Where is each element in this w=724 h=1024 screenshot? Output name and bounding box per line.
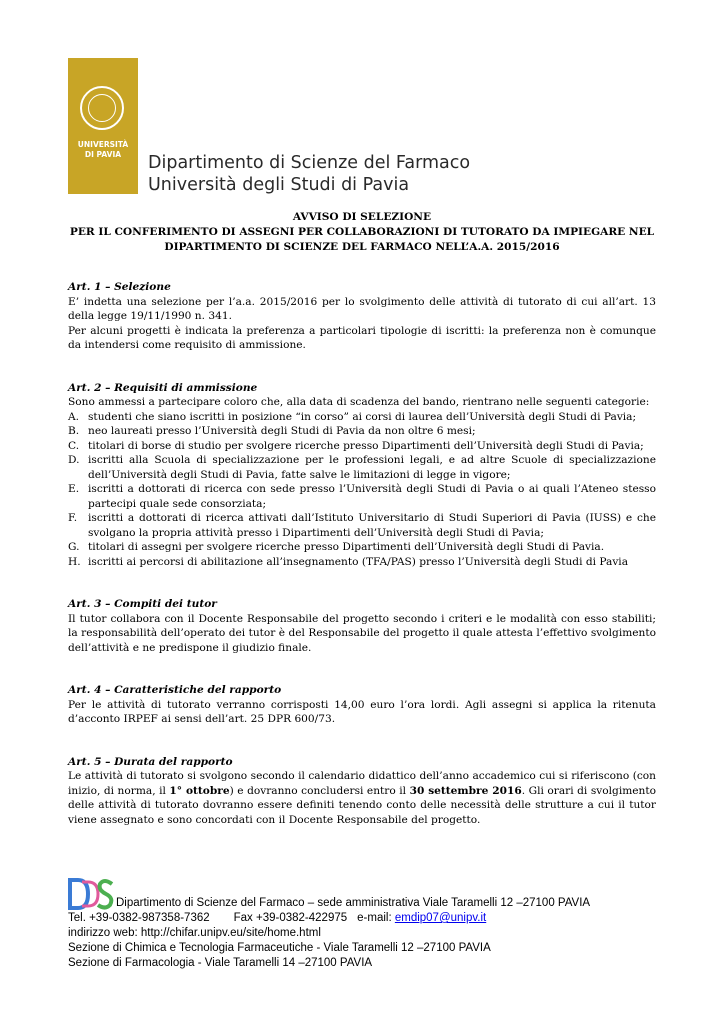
- footer-section-pharmacology: Sezione di Farmacologia - Viale Taramelli 14 –27100 PAVIA: [68, 957, 373, 969]
- footer-contacts: [68, 911, 668, 926]
- list-item-text: studenti che siano iscritti in posizione “in corso” ai corsi di laurea dell’Università degli Studi di Pavia;: [88, 410, 637, 423]
- heading-line-3: DIPARTIMENTO DI SCIENZE DEL FARMACO NELL’A.A. 2015/2016: [164, 241, 560, 253]
- footer-address: Dipartimento di Scienze del Farmaco – sede amministrativa Viale Taramelli 12 –27100 PAVIA: [116, 897, 591, 909]
- list-item-text: iscritti a dottorati di ricerca con sede presso l’Università degli Studi di Pavia o ai quali l’Ateneo stesso partecipi quale sede consorziata;: [88, 483, 656, 510]
- department-name: Dipartimento di Scienze del Farmaco: [148, 153, 471, 173]
- university-seal-icon: [80, 86, 124, 130]
- footer: [68, 876, 668, 971]
- article-1-paragraph-2: Per alcuni progetti è indicata la preferenza a particolari tipologie di iscritti: la preferenza non è comunque da intendersi come requisito di ammissione.: [68, 324, 656, 351]
- list-item-text: neo laureati presso l’Università degli Studi di Pavia da non oltre 6 mesi;: [88, 425, 476, 437]
- article-5-paragraph: [68, 769, 656, 827]
- footer-fax: Fax +39-0382-422975: [233, 912, 348, 924]
- article-4: [68, 683, 656, 727]
- start-date: 1° ottobre: [169, 784, 230, 797]
- list-item: [68, 540, 656, 555]
- list-item-letter: E.: [68, 483, 80, 495]
- article-5-text-e: . Gli orari di svolgimento delle attività di tutorato dovranno essere definiti tenendo conto delle necessità delle strutture a cui il tutor viene assegnato e sono concordati con il Docente Responsabile del progetto.: [68, 784, 656, 826]
- heading-line-1: AVVISO DI SELEZIONE: [292, 211, 432, 223]
- list-item: [68, 453, 656, 482]
- university-name: Università degli Studi di Pavia: [148, 175, 410, 195]
- dsf-logo-icon: [68, 878, 114, 910]
- list-item: [68, 511, 656, 540]
- list-item-text: iscritti alla Scuola di specializzazione per le professioni legali, e ad altre Scuole di specializzazione dell’Università degli Studi di Pavia, fatte salve le limitazioni di legge in vigore;: [88, 454, 656, 481]
- list-item: [68, 424, 656, 439]
- article-2: [68, 381, 656, 570]
- article-3: [68, 597, 656, 655]
- article-3-title: Art. 3 – Compiti dei tutor: [68, 598, 217, 610]
- article-5-text-c: ) e dovranno concludersi entro il: [229, 784, 410, 797]
- article-4-paragraph: Per le attività di tutorato verranno corrisposti 14,00 euro l’ora lordi. Agli assegni si applica la ritenuta d’acconto IRPEF ai sensi dell’art. 25 DPR 600/73.: [68, 698, 656, 725]
- list-item-letter: G.: [68, 541, 80, 553]
- article-1-paragraph-1: E’ indetta una selezione per l’a.a. 2015/2016 per lo svolgimento delle attività di tutorato di cui all’art. 13 della legge 19/11/1990 n. 341.: [68, 295, 656, 322]
- university-logo: [68, 58, 138, 194]
- heading-line-2: PER IL CONFERIMENTO DI ASSEGNI PER COLLABORAZIONI DI TUTORATO DA IMPIEGARE NEL: [69, 226, 655, 238]
- list-item-letter: D.: [68, 454, 80, 466]
- list-item-letter: B.: [68, 425, 80, 437]
- list-item-text: titolari di assegni per svolgere ricerche presso Dipartimenti dell’Università degli Studi di Pavia.: [88, 541, 605, 553]
- list-item-letter: H.: [68, 555, 81, 568]
- list-item: [68, 482, 656, 511]
- email-link[interactable]: emdip07@unipv.it: [394, 912, 487, 924]
- article-3-paragraph: Il tutor collabora con il Docente Responsabile del progetto secondo i criteri e le modalità con esso stabiliti; la responsabilità dell’operato dei tutor è del Responsabile del progetto il quale attesta l’effettivo svolgimento dell’attività e ne predispone il giudizio finale.: [68, 612, 656, 654]
- footer-tel: Tel. +39-0382-987358-7362: [68, 912, 210, 924]
- article-4-title: Art. 4 – Caratteristiche del rapporto: [68, 684, 282, 696]
- list-item-text: iscritti a dottorati di ricerca attivati dall’Istituto Universitario di Studi Superiori di Pavia (IUSS) e che svolgano la propria attività presso i Dipartimenti dell’Università degli Studi di Pavia;: [88, 512, 656, 539]
- footer-section-chemistry: Sezione di Chimica e Tecnologia Farmaceutiche - Viale Taramelli 12 –27100 PAVIA: [68, 942, 491, 954]
- list-item: [68, 439, 656, 454]
- list-item-text: titolari di borse di studio per svolgere ricerche presso Dipartimenti dell’Università degli Studi di Pavia;: [88, 439, 644, 452]
- department-header: [148, 152, 470, 196]
- logo-text-university: UNIVERSITÀ: [77, 140, 129, 149]
- logo-text-pavia: DI PAVIA: [84, 150, 122, 159]
- list-item-letter: C.: [68, 439, 80, 452]
- list-item: [68, 555, 656, 570]
- notice-heading: [68, 210, 656, 255]
- article-2-title: Art. 2 – Requisiti di ammissione: [68, 381, 258, 394]
- article-2-intro: Sono ammessi a partecipare coloro che, alla data di scadenza del bando, rientrano nelle seguenti categorie:: [68, 396, 650, 408]
- requirements-list: [68, 410, 656, 570]
- article-5-title: Art. 5 – Durata del rapporto: [68, 755, 233, 768]
- list-item-text: iscritti ai percorsi di abilitazione all’insegnamento (TFA/PAS) presso l’Università degli Studi di Pavia: [88, 555, 629, 568]
- document-body: [68, 280, 656, 855]
- article-5-text-a: Le attività di tutorato si svolgono secondo il calendario didattico dell’anno accademico cui si riferiscono (con inizio, di norma, il: [68, 770, 656, 797]
- article-1-title: Art. 1 – Selezione: [68, 281, 171, 293]
- list-item: [68, 410, 656, 425]
- end-date: 30 settembre 2016: [409, 784, 522, 797]
- footer-email-label: e-mail:: [357, 912, 395, 924]
- footer-web: indirizzo web: http://chifar.unipv.eu/site/home.html: [68, 927, 321, 939]
- article-1: [68, 280, 656, 353]
- list-item-letter: F.: [68, 512, 78, 524]
- list-item-letter: A.: [68, 410, 80, 423]
- article-5: [68, 755, 656, 828]
